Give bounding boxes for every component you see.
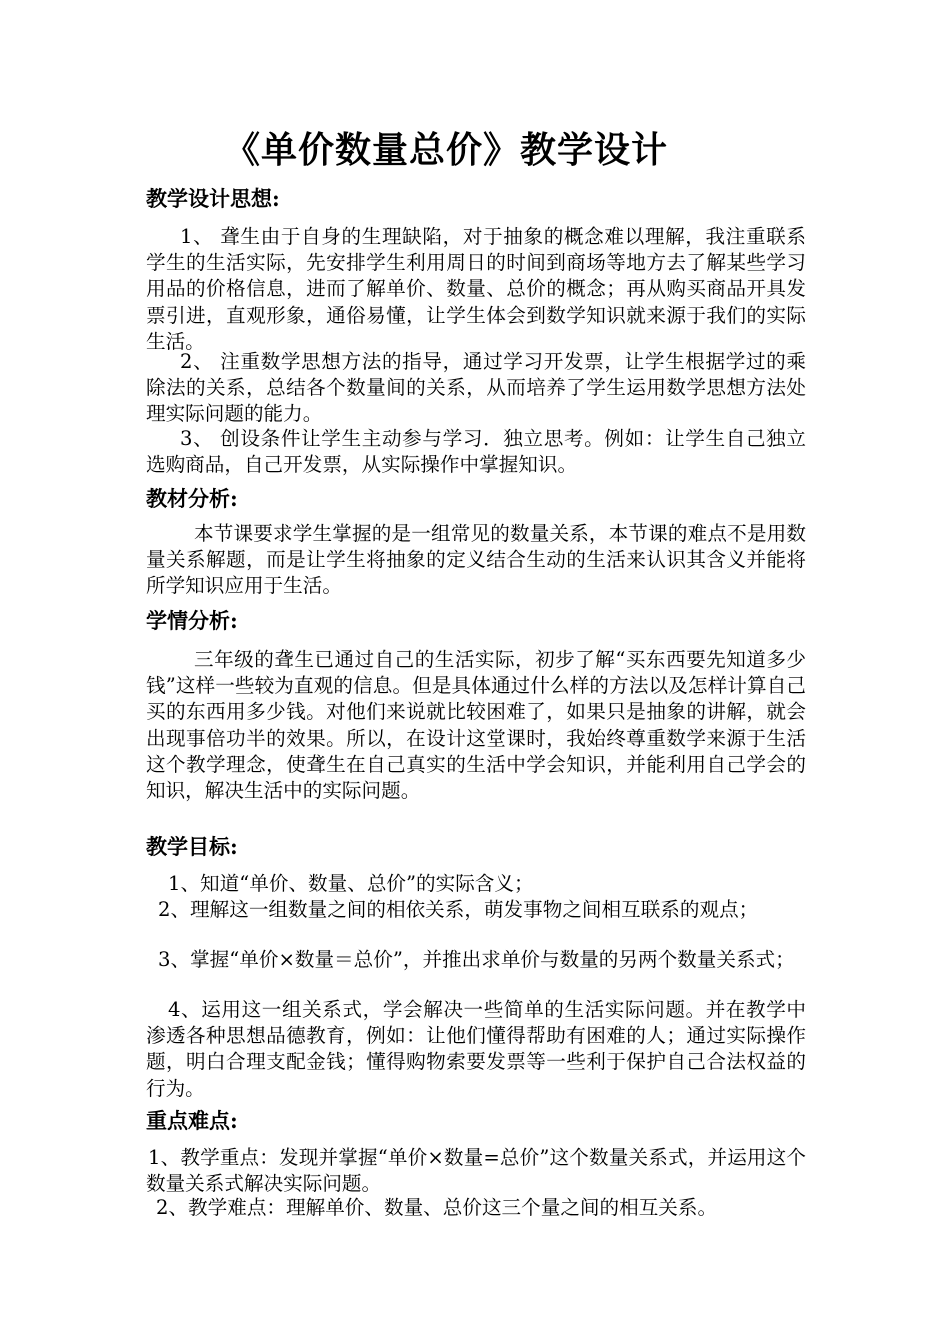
section-heading-teaching-goals: 教学目标: <box>146 834 238 859</box>
paragraph-difficult-point: 2、教学难点：理解单价、数量、总价这三个量之间的相互关系。 <box>156 1196 718 1219</box>
section-heading-design-thought: 教学设计思想: <box>146 186 280 211</box>
paragraph-teaching-goal-3: 3、掌握“单价×数量＝总价”，并推出求单价与数量的另两个数量关系式； <box>158 948 795 971</box>
paragraph-teaching-goal-4: 4、运用这一组关系式，学会解决一些简单的生活实际问题。并在教学中渗透各种思想品德教育，例如：让他们懂得帮助有困难的人；通过实际操作题，明白合理支配金钱；懂得购物索要发票等一些利于保护自己合法权益的行为。 <box>146 998 806 1100</box>
paragraph-teaching-goal-2: 2、理解这一组数量之间的相依关系，萌发事物之间相互联系的观点； <box>158 898 759 921</box>
paragraph-material-analysis: 本节课要求学生掌握的是一组常见的数量关系，本节课的难点不是用数量关系解题，而是让学生将抽象的定义结合生动的生活来认识其含义并能将所学知识应用于生活。 <box>146 522 806 598</box>
paragraph-design-thought-2: 2、 注重数学思想方法的指导，通过学习开发票，让学生根据学过的乘除法的关系，总结各个数量间的关系，从而培养了学生运用数学思想方法处理实际问题的能力。 <box>146 350 806 426</box>
paragraph-design-thought-1: 1、 聋生由于自身的生理缺陷，对于抽象的概念难以理解，我注重联系学生的生活实际，先安排学生利用周日的时间到商场等地方去了解某些学习用品的价格信息，进而了解单价、数量、总价的概念；再从购买商品开具发票引进，直观形象，通俗易懂，让学生体会到数学知识就来源于我们的实际生活。 <box>146 225 806 353</box>
paragraph-key-point: 1、教学重点：发现并掌握“单价×数量=总价”这个数量关系式，并运用这个数量关系式解决实际问题。 <box>146 1146 806 1196</box>
section-heading-material-analysis: 教材分析: <box>146 486 238 511</box>
paragraph-student-analysis: 三年级的聋生已通过自己的生活实际，初步了解“买东西要先知道多少钱”这样一些较为直观的信息。但是具体通过什么样的方法以及怎样计算自己买的东西用多少钱。对他们来说就比较困难了，如果只是抽象的讲解，就会出现事倍功半的效果。所以，在设计这堂课时，我始终尊重数学来源于生活这个教学理念，使聋生在自己真实的生活中学会知识，并能利用自己学会的知识，解决生活中的实际问题。 <box>146 648 806 803</box>
section-heading-key-difficult-points: 重点难点: <box>146 1108 238 1133</box>
section-heading-student-analysis: 学情分析: <box>146 608 238 633</box>
paragraph-teaching-goal-1: 1、知道“单价、数量、总价”的实际含义； <box>168 872 534 895</box>
document-title: 《单价数量总价》教学设计 <box>223 129 668 171</box>
paragraph-design-thought-3: 3、 创设条件让学生主动参与学习．独立思考。例如：让学生自己独立选购商品，自己开发票，从实际操作中掌握知识。 <box>146 427 806 477</box>
